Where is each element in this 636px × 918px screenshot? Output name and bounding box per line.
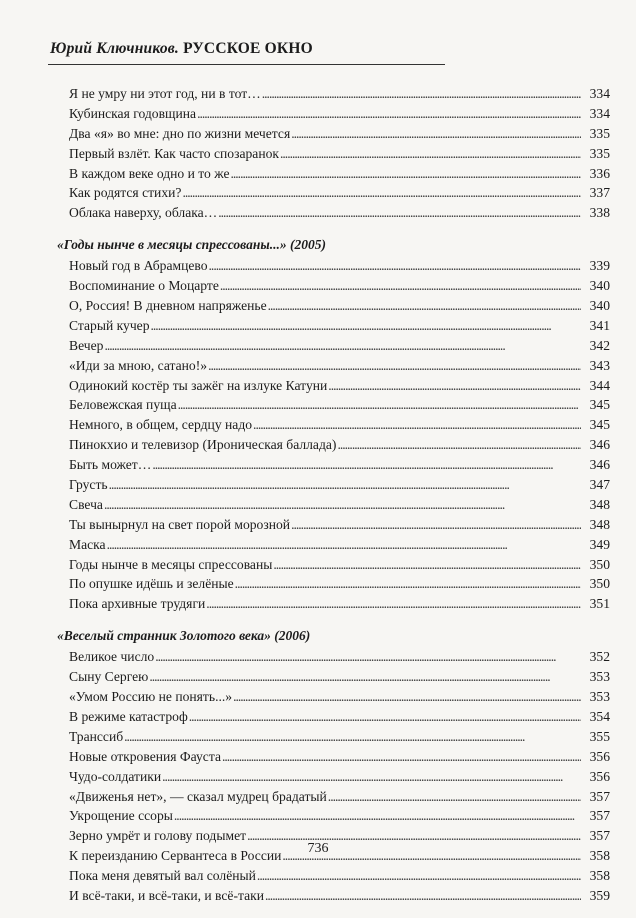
header-author: Юрий Ключников. <box>50 40 179 57</box>
toc-entry[interactable] <box>60 475 610 495</box>
dot-leader <box>149 667 581 687</box>
entry-page-number: 344 <box>589 377 610 393</box>
entry-page-number: 358 <box>589 848 610 864</box>
entry-title: Облака наверху, облака… <box>69 205 218 221</box>
entry-title: Свеча <box>69 496 103 512</box>
entry-page-number: 357 <box>589 808 610 824</box>
toc-entry[interactable] <box>60 376 610 396</box>
dot-leader <box>233 687 581 707</box>
entry-title: И всё-таки, и всё-таки, и всё-таки <box>69 887 265 903</box>
entry-page-number: 335 <box>589 125 610 141</box>
toc-entry[interactable] <box>60 336 610 356</box>
entry-title: Немного, в общем, сердцу надо <box>69 417 253 433</box>
toc-entry[interactable] <box>60 203 610 223</box>
entry-title: Вечер <box>69 337 104 353</box>
dot-leader <box>162 767 581 787</box>
entry-page-number: 342 <box>589 337 610 353</box>
dot-leader <box>208 356 581 376</box>
toc-section <box>60 84 610 223</box>
section-title: «Веселый странник Золотого века» (2006) <box>57 628 311 644</box>
toc-entry[interactable] <box>60 574 610 594</box>
entry-title: Воспоминание о Моцарте <box>69 278 219 294</box>
entry-title: Великое число <box>69 649 155 665</box>
toc-entry[interactable] <box>60 747 610 767</box>
entry-page-number: 334 <box>589 86 610 101</box>
toc-entry[interactable] <box>60 787 610 807</box>
dot-leader <box>104 495 581 515</box>
entry-title: Зерно умрёт и голову подымет <box>69 828 247 844</box>
dot-leader <box>206 594 581 614</box>
entry-title: Беловежская пуща <box>69 397 177 413</box>
entry-title: Сыну Сергею <box>69 669 149 685</box>
entry-title: Годы нынче в месяцы спрессованы <box>69 556 273 572</box>
entry-title: Пока архивные трудяги <box>69 596 206 612</box>
toc-entry[interactable] <box>60 667 610 687</box>
toc-entry[interactable] <box>60 455 610 475</box>
entry-title: «Иди за мною, сатано!» <box>69 357 208 373</box>
entry-page-number: 350 <box>589 556 610 572</box>
dot-leader <box>152 455 581 475</box>
entry-page-number: 341 <box>589 317 610 333</box>
toc-entry[interactable] <box>60 144 610 164</box>
entry-page-number: 351 <box>589 596 610 612</box>
toc-entry[interactable] <box>60 415 610 435</box>
toc-entry[interactable] <box>60 84 610 104</box>
dot-leader <box>182 183 581 203</box>
entry-page-number: 338 <box>589 205 610 221</box>
entry-page-number: 345 <box>589 397 610 413</box>
entry-page-number: 335 <box>589 145 610 161</box>
entry-page-number: 353 <box>589 689 610 705</box>
toc-entry[interactable] <box>60 727 610 747</box>
entry-title: Кубинская годовщина <box>69 105 197 121</box>
toc-entry[interactable] <box>60 435 610 455</box>
entry-title: «Умом Россию не понять...» <box>69 689 233 705</box>
toc-entry[interactable] <box>60 316 610 336</box>
entry-title: Маска <box>69 536 106 552</box>
dot-leader <box>273 555 581 575</box>
dot-leader <box>230 164 581 184</box>
toc-entry[interactable] <box>60 767 610 787</box>
dot-leader <box>328 787 581 807</box>
entry-page-number: 357 <box>589 828 610 844</box>
entry-title: Ты вынырнул на свет порой морозной <box>69 516 291 532</box>
table-of-contents <box>57 84 610 918</box>
entry-page-number: 349 <box>589 536 610 552</box>
running-header <box>50 40 313 58</box>
entry-page-number: 336 <box>589 165 610 181</box>
dot-leader <box>174 806 581 826</box>
entry-page-number: 337 <box>589 185 610 201</box>
entry-page-number: 358 <box>589 868 610 884</box>
dot-leader <box>218 203 581 223</box>
header-divider <box>48 64 445 65</box>
entry-title: Транссиб <box>69 728 124 744</box>
entry-title: «Движенья нет», — сказал мудрец брадатый <box>69 788 327 804</box>
dot-leader <box>262 84 581 104</box>
toc-entry[interactable] <box>60 183 610 203</box>
entry-page-number: 355 <box>589 728 610 744</box>
entry-title: Старый кучер <box>69 317 150 333</box>
dot-leader <box>291 515 581 535</box>
entry-page-number: 352 <box>589 649 610 665</box>
toc-entry[interactable] <box>60 495 610 515</box>
entry-title: По опушке идёшь и зелёные <box>69 576 234 592</box>
toc-entry[interactable] <box>60 276 610 296</box>
toc-entry[interactable] <box>60 256 610 276</box>
dot-leader <box>124 727 581 747</box>
entry-title: Как родятся стихи? <box>69 185 182 201</box>
dot-leader <box>328 376 581 396</box>
dot-leader <box>107 535 581 555</box>
dot-leader <box>155 647 581 667</box>
dot-leader <box>291 124 581 144</box>
dot-leader <box>178 395 581 415</box>
entry-page-number: 346 <box>589 457 610 473</box>
toc-entry[interactable] <box>60 707 610 727</box>
entry-page-number: 350 <box>589 576 610 592</box>
entry-title: Новый год в Абрамцево <box>69 258 208 274</box>
entry-title: Одинокий костёр ты зажёг на излуке Катуни <box>69 377 328 393</box>
entry-page-number: 359 <box>589 887 610 903</box>
entry-page-number: 339 <box>589 258 610 274</box>
entry-page-number: 356 <box>589 748 610 764</box>
dot-leader <box>337 435 581 455</box>
toc-entry[interactable] <box>60 806 610 826</box>
entry-title: Быть может… <box>69 457 152 473</box>
entry-page-number: 343 <box>589 357 610 373</box>
dot-leader <box>268 296 581 316</box>
dot-leader <box>222 747 581 767</box>
section-title: «Годы нынче в месяцы спрессованы...» (2005) <box>57 237 326 253</box>
dot-leader <box>109 475 581 495</box>
dot-leader <box>253 415 581 435</box>
toc-entry[interactable] <box>60 515 610 535</box>
entry-page-number: 348 <box>589 516 610 532</box>
dot-leader <box>189 707 581 727</box>
entry-title: Грусть <box>69 477 108 493</box>
toc-entry[interactable] <box>60 296 610 316</box>
entry-page-number: 345 <box>589 417 610 433</box>
entry-title: Первый взлёт. Как часто спозаранок <box>69 145 279 161</box>
toc-entry[interactable] <box>60 395 610 415</box>
toc-entry[interactable] <box>60 594 610 614</box>
entry-page-number: 334 <box>589 105 610 121</box>
entry-page-number: 340 <box>589 278 610 294</box>
toc-entry[interactable] <box>60 356 610 376</box>
entry-page-number: 347 <box>589 477 610 493</box>
toc-entry[interactable] <box>60 555 610 575</box>
dot-leader <box>220 276 581 296</box>
dot-leader <box>151 316 581 336</box>
header-book-title: РУССКОЕ ОКНО <box>183 40 313 57</box>
page-number: 736 <box>307 841 329 856</box>
entry-title: Чудо-солдатики <box>69 768 162 784</box>
toc-section <box>57 626 610 906</box>
entry-title: Пинокхио и телевизор (Ироническая баллада) <box>69 437 337 453</box>
entry-title: О, Россия! В дневном напряженье <box>69 298 267 314</box>
entry-page-number: 353 <box>589 669 610 685</box>
entry-title: Я не умру ни этот год, ни в тот… <box>69 86 261 101</box>
entry-title: В каждом веке одно и то же <box>69 165 230 181</box>
entry-title: Два «я» во мне: дно по жизни мечется <box>69 125 291 141</box>
entry-title: Укрощение ссоры <box>69 808 173 824</box>
toc-entry[interactable] <box>60 164 610 184</box>
entry-title: Новые откровения Фауста <box>69 748 221 764</box>
toc-entry[interactable] <box>60 886 610 906</box>
entry-page-number: 357 <box>589 788 610 804</box>
dot-leader <box>265 886 581 906</box>
dot-leader <box>257 866 581 886</box>
toc-entry[interactable] <box>60 124 610 144</box>
dot-leader <box>280 144 581 164</box>
toc-entry[interactable] <box>60 104 610 124</box>
toc-entry[interactable] <box>60 647 610 667</box>
dot-leader <box>197 104 581 124</box>
toc-section <box>57 235 610 614</box>
dot-leader <box>235 574 581 594</box>
toc-entry[interactable] <box>60 687 610 707</box>
entry-page-number: 354 <box>589 708 610 724</box>
entry-page-number: 346 <box>589 437 610 453</box>
entry-page-number: 340 <box>589 298 610 314</box>
toc-entry[interactable] <box>60 535 610 555</box>
entry-title: К переизданию Сервантеса в России <box>69 848 282 864</box>
entry-title: Пока меня девятый вал солёный <box>69 868 256 884</box>
entry-title: В режиме катастроф <box>69 708 188 724</box>
entry-page-number: 356 <box>589 768 610 784</box>
toc-entry[interactable] <box>60 866 610 886</box>
dot-leader <box>209 256 581 276</box>
entry-page-number: 348 <box>589 496 610 512</box>
dot-leader <box>104 336 581 356</box>
